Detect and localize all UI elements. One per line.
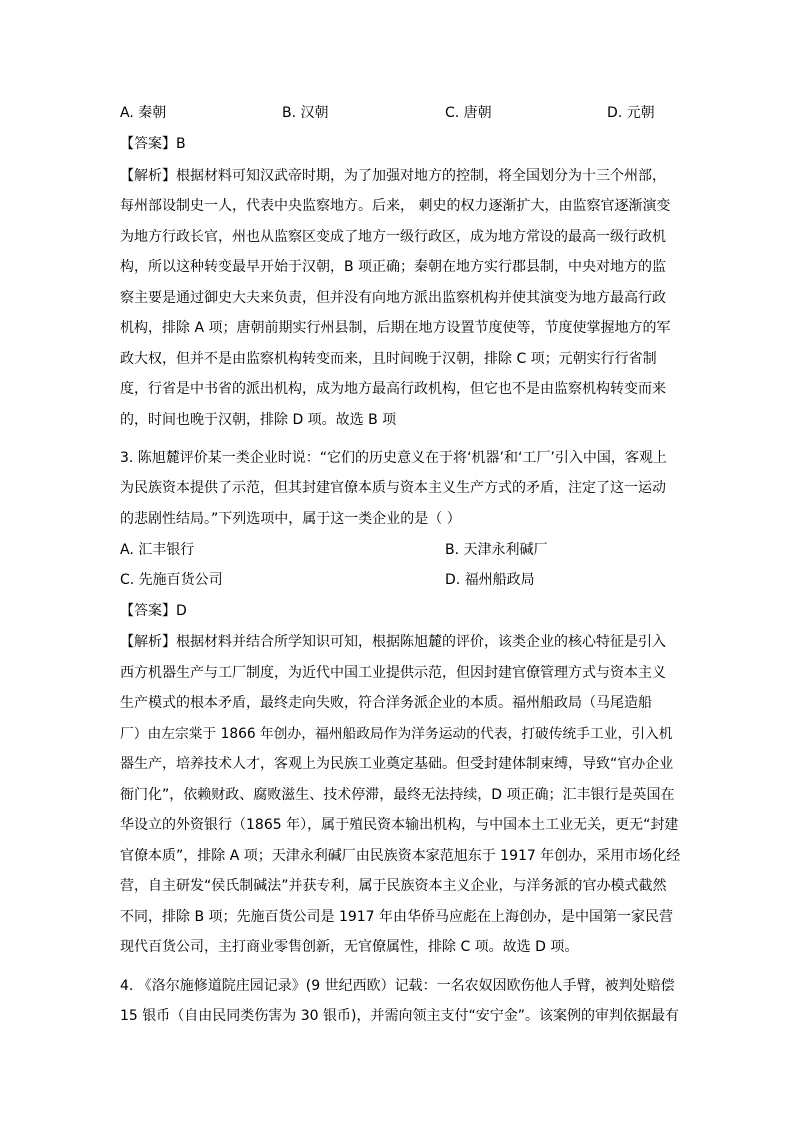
q2-analysis-line: 察主要是通过御史大夫来负责，但并没有向地方派出监察机构并使其演变为地方最高行政 xyxy=(120,290,666,306)
q2-analysis-line: 【解析】根据材料可知汉武帝时期，为了加强对地方的控制，将全国划分为十三个州部， xyxy=(120,168,666,184)
q3-option-a[interactable]: A. 汇丰银行 xyxy=(120,542,195,558)
q3-stem-line: 为民族资本提供了示范，但其封建官僚本质与资本主义生产方式的矛盾，注定了这一运动 xyxy=(120,480,666,496)
q3-analysis-line: 现代百货公司，主打商业零售创新，无官僚属性，排除 C 项。故选 D 项。 xyxy=(120,939,579,955)
q2-analysis-line: 机构，排除 A 项；唐朝前期实行州县制，后期在地方设置节度使等，节度使掌握地方的军 xyxy=(120,320,671,336)
q3-analysis-line: 生产模式的根本矛盾，最终走向失败，符合洋务派企业的本质。福州船政局（马尾造船 xyxy=(120,695,652,711)
q3-option-d[interactable]: D. 福州船政局 xyxy=(445,572,535,588)
q2-option-c[interactable]: C. 唐朝 xyxy=(445,105,492,121)
q3-analysis-line: 厂）由左宗棠于 1866 年创办，福州船政局作为洋务运动的代表，打破传统手工业，引入机 xyxy=(120,726,673,742)
q3-analysis-line: 不同，排除 B 项；先施百货公司是 1917 年由华侨马应彪在上海创办，是中国第一家民营 xyxy=(120,909,674,925)
q3-analysis-line: 华设立的外资银行（1865 年），属于殖民资本输出机构，与中国本土工业无关，更无“封建 xyxy=(120,817,679,833)
q2-option-d[interactable]: D. 元朝 xyxy=(607,105,655,121)
q2-analysis-line: 为地方行政长官，州也从监察区变成了地方一级行政区，成为地方常设的最高一级行政机 xyxy=(120,229,666,245)
q3-stem-line: 3. 陈旭麓评价某一类企业时说：“它们的历史意义在于将‘机器’和‘工厂’引入中国，客观上 xyxy=(120,450,667,466)
q2-analysis-line: 政大权，但并不是由监察机构转变而来，且时间晚于汉朝，排除 C 项；元朝实行行省制 xyxy=(120,351,657,367)
q2-analysis-line: 的，时间也晚于汉朝，排除 D 项。故选 B 项 xyxy=(120,412,397,428)
q3-option-b[interactable]: B. 天津永利碱厂 xyxy=(445,542,548,558)
q2-analysis-line: 度，行省是中书省的派出机构，成为地方最高行政机构，但它也不是由监察机构转变而来 xyxy=(120,381,666,397)
q3-analysis-line: 营，自主研发“侯氏制碱法”并获专利，属于民族资本主义企业，与洋务派的官办模式截然 xyxy=(120,878,667,894)
q3-answer: 【答案】D xyxy=(120,603,187,619)
q3-analysis-line: 【解析】根据材料并结合所学知识可知，根据陈旭麓的评价，该类企业的核心特征是引入 xyxy=(120,634,666,650)
q2-option-a[interactable]: A. 秦朝 xyxy=(120,105,167,121)
q2-option-b[interactable]: B. 汉朝 xyxy=(282,105,329,121)
q3-analysis-line: 官僚本质”，排除 A 项；天津永利碱厂由民族资本家范旭东于 1917 年创办，采用市场化经 xyxy=(120,848,681,864)
q2-analysis-line: 构，所以这种转变最早开始于汉朝，B 项正确；秦朝在地方实行郡县制，中央对地方的监 xyxy=(120,259,667,275)
q3-analysis-line: 西方机器生产与工厂制度，为近代中国工业提供示范，但因封建官僚管理方式与资本主义 xyxy=(120,665,666,681)
q3-analysis-line: 衙门化”，依赖财政、腐败滋生、技术停滞，最终无法持续，D 项正确；汇丰银行是英国在 xyxy=(120,787,675,803)
q2-answer: 【答案】B xyxy=(120,136,186,152)
q3-stem-line: 的悲剧性结局。”下列选项中，属于这一类企业的是（ ） xyxy=(120,511,461,527)
q4-stem-line: 15 银币（自由民同类伤害为 30 银币)，并需向领主支付“安宁金”。该案例的审判依据最有 xyxy=(120,1008,679,1024)
q2-analysis-line: 每州部设制史一人，代表中央监察地方。后来， 刺史的权力逐渐扩大，由监察官逐渐演变 xyxy=(120,198,671,214)
q4-stem-line: 4. 《洛尔施修道院庄园记录》(9 世纪西欧）记载：一名农奴因欧伤他人手臂，被判处赔偿 xyxy=(120,978,675,994)
q2-options xyxy=(120,101,680,125)
q3-analysis-line: 器生产，培养技术人才，客观上为民族工业奠定基础。但受封建体制束缚，导致“官办企业 xyxy=(120,756,674,772)
q3-option-c[interactable]: C. 先施百货公司 xyxy=(120,572,223,588)
